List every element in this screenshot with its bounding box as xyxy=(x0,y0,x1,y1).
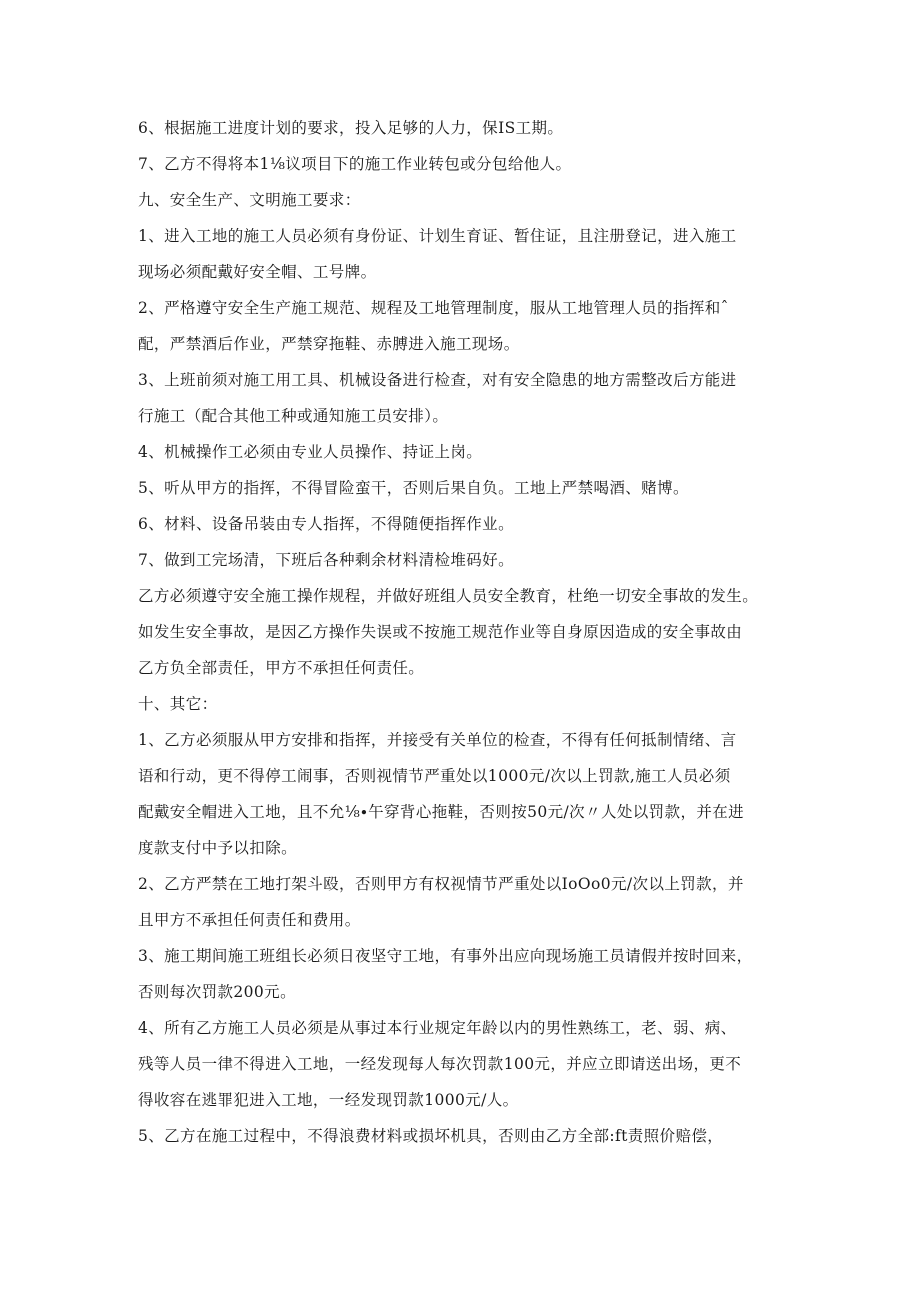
text-line: 4、所有乙方施工人员必须是从事过本行业规定年龄以内的男性熟练工，老、弱、病、 xyxy=(138,1019,737,1037)
text-line: 4、机械操作工必须由专业人员操作、持证上岗。 xyxy=(138,443,483,461)
text-line: 3、施工期间施工班组长必须日夜坚守工地，有事外出应向现场施工员请假并按时回来， xyxy=(138,947,753,965)
text-line: 如发生安全事故，是因乙方操作失误或不按施工规范作业等自身原因造成的安全事故由 xyxy=(138,623,743,641)
text-line: 现场必须配戴好安全帽、工号牌。 xyxy=(138,263,377,281)
text-line: 行施工（配合其他工种或通知施工员安排）。 xyxy=(138,407,449,425)
text-line: 2、乙方严禁在工地打架斗殴，否则甲方有权视情节严重处以IoOo0元/次以上罚款，并 xyxy=(138,875,744,893)
text-line: 配，严禁酒后作业，严禁穿拖鞋、赤膊进入施工现场。 xyxy=(138,335,520,353)
text-line: 6、根据施工进度计划的要求，投入足够的人力，保IS工期。 xyxy=(138,119,564,137)
text-line: 6、材料、设备吊装由专人指挥，不得随便指挥作业。 xyxy=(138,515,514,533)
text-line: 2、严格遵守安全生产施工规范、规程及工地管理制度，服从工地管理人员的指挥和ˆ xyxy=(138,299,729,317)
text-line: 语和行动，更不得停工闹事，否则视情节严重处以1000元/次以上罚款,施工人员必须 xyxy=(138,767,731,785)
text-line: 乙方必须遵守安全施工操作规程，并做好班组人员安全教育，杜绝一切安全事故的发生。 xyxy=(138,587,759,605)
text-line: 5、听从甲方的指挥，不得冒险蛮干，否则后果自负。工地上严禁喝酒、赌博。 xyxy=(138,479,689,497)
text-line: 度款支付中予以扣除。 xyxy=(138,839,298,857)
text-line: 且甲方不承担任何责任和费用。 xyxy=(138,911,361,929)
text-line: 7、乙方不得将本1⅛议项目下的施工作业转包或分包给他人。 xyxy=(138,155,572,173)
text-line: 得收容在逃罪犯进入工地，一经发现罚款1000元/人。 xyxy=(138,1091,519,1109)
text-line: 5、乙方在施工过程中，不得浪费材料或损坏机具，否则由乙方全部:ft责照价赔偿， xyxy=(138,1127,724,1145)
text-line: 1、进入工地的施工人员必须有身份证、计划生育证、暂住证，且注册登记，进入施工 xyxy=(138,227,737,245)
text-line: 1、乙方必须服从甲方安排和指挥，并接受有关单位的检查，不得有任何抵制情绪、言 xyxy=(138,731,737,749)
text-line: 7、做到工完场清，下班后各种剩余材料清检堆码好。 xyxy=(138,551,514,569)
section-heading: 九、安全生产、文明施工要求： xyxy=(138,191,361,209)
text-line: 乙方负全部责任，甲方不承担任何责任。 xyxy=(138,659,425,677)
text-line: 配戴安全帽进入工地，且不允⅛∙午穿背心拖鞋，否则按50元/次〃人处以罚款，并在进 xyxy=(138,803,745,821)
section-heading: 十、其它： xyxy=(138,695,218,713)
text-line: 3、上班前须对施工用工具、机械设备进行检查，对有安全隐患的地方需整改后方能进 xyxy=(138,371,737,389)
text-line: 残等人员一律不得进入工地，一经发现每人每次罚款100元，并应立即请送出场，更不 xyxy=(138,1055,742,1073)
text-line: 否则每次罚款200元。 xyxy=(138,983,296,1001)
